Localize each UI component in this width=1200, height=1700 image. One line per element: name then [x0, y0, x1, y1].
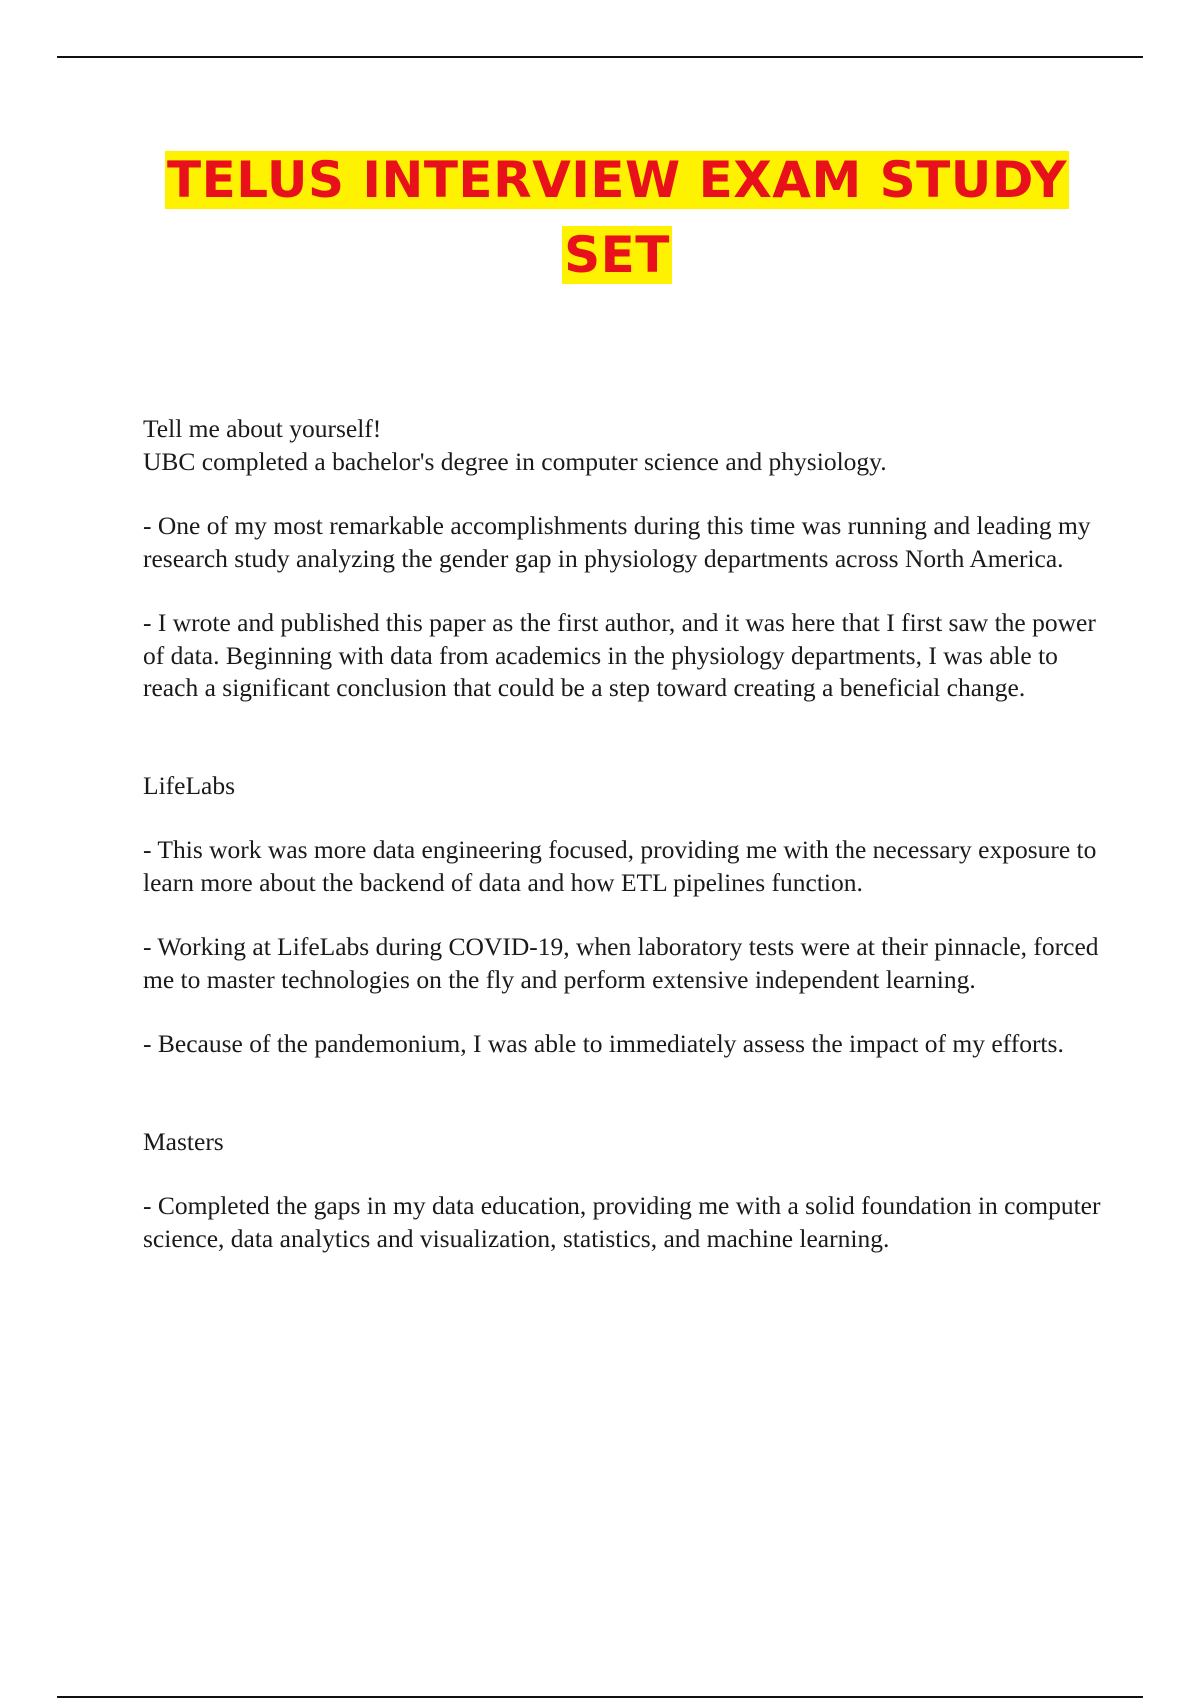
- top-rule: [57, 56, 1143, 58]
- bottom-rule: [57, 1696, 1143, 1698]
- lifelabs-point-3: - Because of the pandemonium, I was able to immediately assess the impact of my efforts.: [143, 1029, 1064, 1058]
- intro-point-1: - One of my most remarkable accomplishments during this time was running and leading my research study analyzing the gender gap in physiology departments across North America.: [143, 511, 1091, 573]
- document-title: [143, 143, 1091, 293]
- masters-heading: Masters: [143, 1126, 224, 1156]
- title-line-2: SET: [564, 226, 670, 284]
- masters-point-1: - Completed the gaps in my data education, providing me with a solid foundation in computer science, data analytics and visualization, statistics, and machine learning.: [143, 1191, 1101, 1253]
- intro-question: Tell me about yourself!: [143, 414, 382, 443]
- lifelabs-point-2: - Working at LifeLabs during COVID-19, when laboratory tests were at their pinnacle, forced me to master technologies on the fly and perform extensive independent learning.: [143, 932, 1099, 994]
- lifelabs-point-1: - This work was more data engineering focused, providing me with the necessary exposure to learn more about the backend of data and how ETL pipelines function.: [143, 835, 1097, 897]
- intro-point-2: - I wrote and published this paper as the first author, and it was here that I first saw the power of data. Beginning with data from academics in the physiology departments, I was able to reach a significant conclusion that could be a step toward creating a beneficial change.: [143, 608, 1096, 702]
- lifelabs-heading: LifeLabs: [143, 770, 236, 800]
- title-line-1: TELUS INTERVIEW EXAM STUDY: [167, 151, 1067, 209]
- intro-degree: UBC completed a bachelor's degree in computer science and physiology.: [143, 446, 887, 476]
- document-body: [143, 413, 1103, 1255]
